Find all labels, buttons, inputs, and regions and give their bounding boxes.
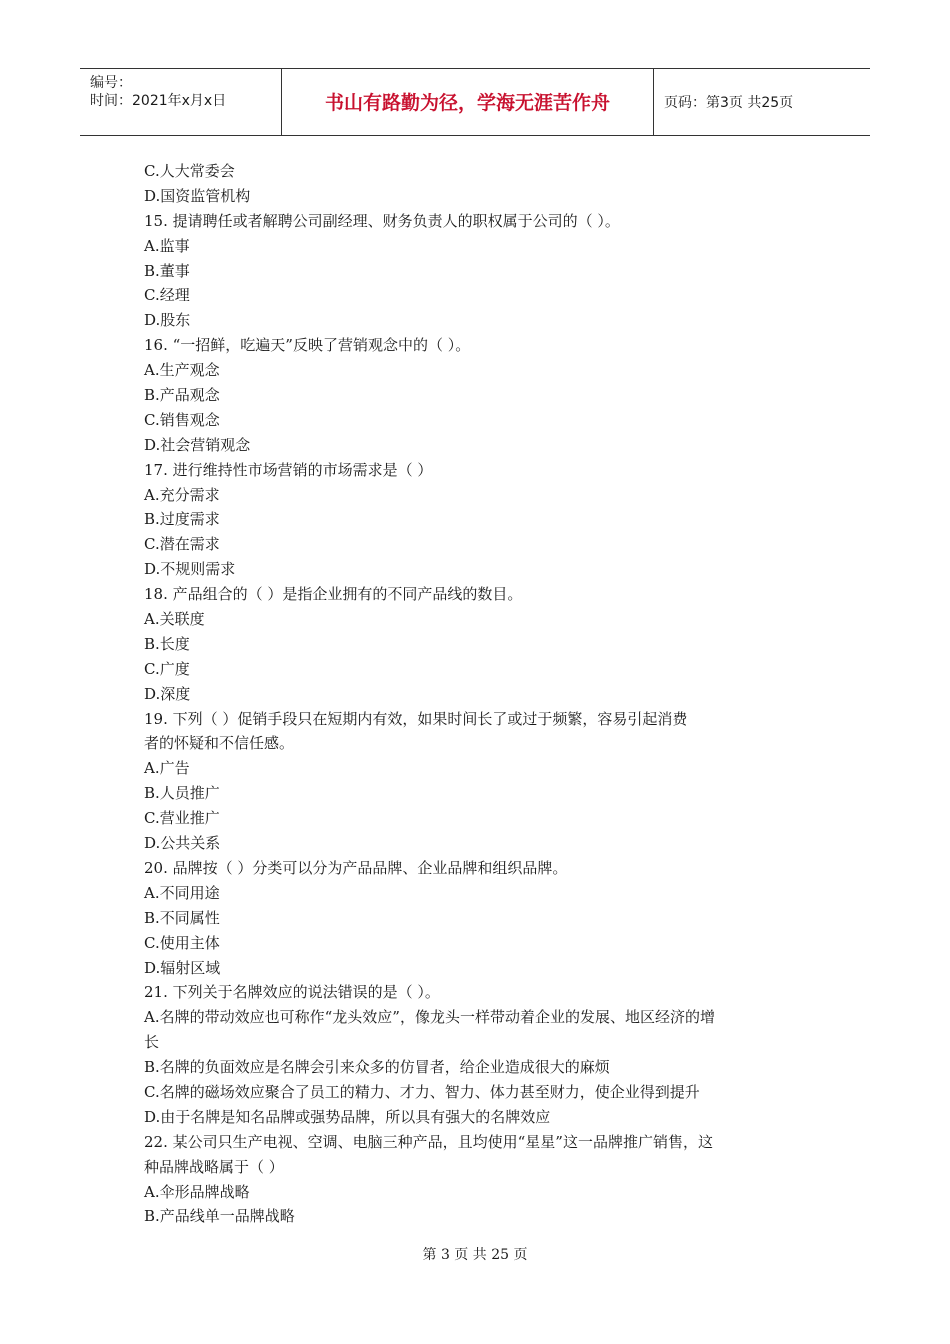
text-line: 19. 下列（ ）促销手段只在短期内有效，如果时间长了或过于频繁，容易引起消费 xyxy=(144,709,688,728)
text-line: 种品牌战略属于（ ） xyxy=(144,1157,284,1176)
text-line: C.经理 xyxy=(144,286,190,305)
text-line: B.不同属性 xyxy=(144,908,220,927)
text-line: B.过度需求 xyxy=(144,510,220,529)
text-line: 者的怀疑和不信任感。 xyxy=(144,734,295,753)
document-body xyxy=(144,159,808,1229)
text-line: C.潜在需求 xyxy=(144,535,220,554)
text-line: A.生产观念 xyxy=(144,361,220,380)
text-line: B.人员推广 xyxy=(144,784,220,803)
header-motto-cell xyxy=(282,69,654,135)
text-line: B.董事 xyxy=(144,261,190,280)
text-line: D.深度 xyxy=(144,684,191,703)
text-line: A.关联度 xyxy=(144,610,205,629)
text-line: B.名牌的负面效应是名牌会引来众多的仿冒者，给企业造成很大的麻烦 xyxy=(144,1058,610,1077)
text-line: C.销售观念 xyxy=(144,410,220,429)
text-line: C.名牌的磁场效应聚合了员工的精力、才力、智力、体力甚至财力，使企业得到提升 xyxy=(144,1082,700,1101)
header-page-number: 页码：第3页 共25页 xyxy=(664,95,794,111)
text-line: 15. 提请聘任或者解聘公司副经理、财务负责人的职权属于公司的（ ）。 xyxy=(144,211,620,230)
text-line: C.营业推广 xyxy=(144,809,220,828)
text-line: 18. 产品组合的（ ）是指企业拥有的不同产品线的数目。 xyxy=(144,585,523,604)
text-line: A.不同用途 xyxy=(144,883,220,902)
page-header xyxy=(80,68,870,136)
text-line: D.公共关系 xyxy=(144,834,221,853)
text-line: D.社会营销观念 xyxy=(144,435,251,454)
text-line: C.人大常委会 xyxy=(144,162,235,180)
text-line: D.股东 xyxy=(144,311,191,330)
text-line: 17. 进行维持性市场营销的市场需求是（ ） xyxy=(144,460,433,479)
text-line: 20. 品牌按（ ）分类可以分为产品品牌、企业品牌和组织品牌。 xyxy=(144,858,568,877)
document-number-label: 编号： xyxy=(90,75,132,91)
text-line: A.充分需求 xyxy=(144,485,220,504)
text-line: 22. 某公司只生产电视、空调、电脑三种产品，且均使用“星星”这一品牌推广销售，这 xyxy=(144,1132,713,1151)
text-line: D.由于名牌是知名品牌或强势品牌，所以具有强大的名牌效应 xyxy=(144,1107,551,1126)
text-line: A.名牌的带动效应也可称作“龙头效应”，像龙头一样带动着企业的发展、地区经济的增 xyxy=(144,1008,715,1027)
text-line: D.辐射区域 xyxy=(144,958,221,977)
text-line: 16. “一招鲜，吃遍天”反映了营销观念中的（ ）。 xyxy=(144,336,471,355)
text-line: B.产品线单一品牌战略 xyxy=(144,1207,295,1226)
text-line: C.使用主体 xyxy=(144,933,220,952)
text-line: B.产品观念 xyxy=(144,386,220,405)
text-line: A.监事 xyxy=(144,236,190,255)
text-line: B.长度 xyxy=(144,634,190,653)
text-line: D.不规则需求 xyxy=(144,560,236,579)
header-page-cell xyxy=(654,69,870,135)
header-left-cell xyxy=(80,69,282,135)
text-line: A.广告 xyxy=(144,759,190,778)
text-line: D.国资监管机构 xyxy=(144,186,251,205)
page-footer: 第 3 页 共 25 页 xyxy=(422,1247,528,1263)
text-line: 21. 下列关于名牌效应的说法错误的是（ ）。 xyxy=(144,983,440,1002)
header-motto: 书山有路勤为径，学海无涯苦作舟 xyxy=(324,92,610,114)
text-line: A.伞形品牌战略 xyxy=(144,1182,250,1201)
text-line: C.广度 xyxy=(144,659,190,678)
document-time-label: 时间：2021年x月x日 xyxy=(90,93,227,109)
text-line: 长 xyxy=(144,1033,160,1052)
